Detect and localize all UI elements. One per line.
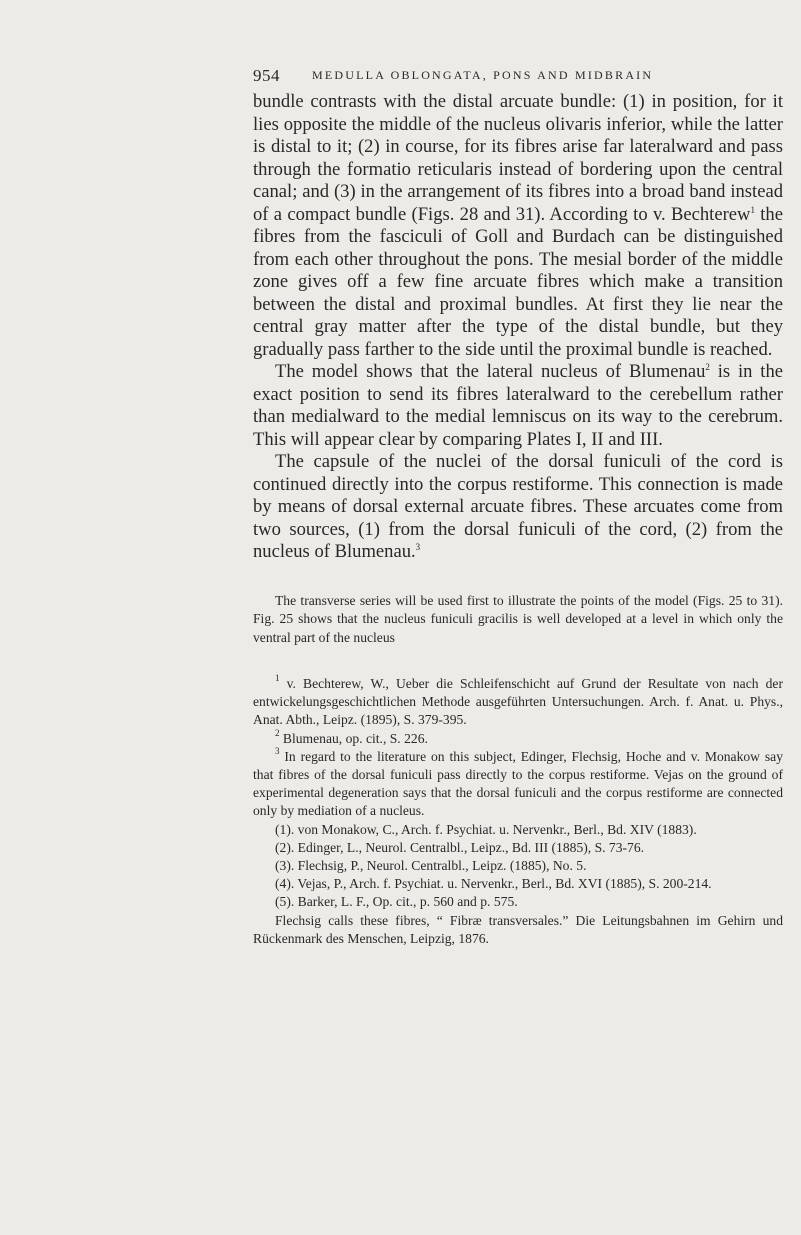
footnote-1 [253, 675, 783, 730]
reference-item: (3). Flechsig, P., Neurol. Centralbl., Leipz. (1885), No. 5. [275, 858, 587, 874]
footnote-ref-2: 2 [705, 362, 710, 372]
paragraph-2-tail: is in the exact position to send its fibres lateralward to the cerebellum rather than medialward to the medial lemniscus on its way to the cerebrum. This will appear clear by comparing Plates I, II and III. [253, 361, 784, 450]
footnotes [253, 675, 783, 948]
reference-item: (1). von Monakow, C., Arch. f. Psychiat. u. Nervenkr., Berl., Bd. XIV (1883). [275, 821, 697, 837]
page-header [253, 66, 783, 86]
reference-item: (2). Edinger, L., Neurol. Centralbl., Leipz., Bd. III (1885), S. 73-76. [275, 839, 645, 855]
footnote-1-mark: 1 [275, 673, 280, 683]
paragraph-3 [253, 451, 783, 564]
paragraph-1-tail: the fibres from the fasciculi of Goll and Burdach can be distinguished from each other throughout the pons. The mesial border of the middle zone gives off a few fine arcuate fibres which make a transition between the distal and proximal bundles. At first they lie near the central gray matter after the type of the distal bundle, but they gradually pass farther to the side until the proximal bundle is reached. [253, 203, 783, 360]
footnote-3-mark: 3 [275, 745, 280, 756]
footnote-ref-1: 1 [750, 204, 755, 215]
small-type-paragraph: The transverse series will be used first to illustrate the points of the model (Figs. 25 to 31). Fig. 25 shows that the nucleus funiculi gracilis is well developed at a level in which only the ventral part of the nucleus [253, 593, 783, 645]
footnote-2-mark: 2 [275, 727, 280, 738]
paragraph-2 [253, 361, 783, 451]
footnote-closing: Flechsig calls these fibres, “ Fibræ transversales.” Die Leitungsbahnen im Gehirn und Rückenmark des Menschen, Leipzig, 1876. [253, 912, 783, 946]
footnote-3 [253, 745, 783, 821]
paragraph-1-text: bundle contrasts with the distal arcuate bundle: (1) in position, for it lies opposite the middle of the nucleus olivaris inferior, while the latter is distal to it; (2) in course, for its fibres arise far lateralward and pass through the formatio reticularis instead of bordering upon the central canal; and (3) in the arrangement of its fibres into a broad band instead of a compact bundle (Figs. 28 and 31). According to v. Bechterew [253, 91, 783, 225]
paragraph-3-text: The capsule of the nuclei of the dorsal funiculi of the cord is continued directly into the corpus restiforme. This connection is made by means of dorsal external arcuate fibres. These arcuates come from two sources, (1) from the dorsal funiculi of the cord, (2) from the nucleus of Blumenau. [253, 451, 783, 562]
reference-item: (4). Vejas, P., Arch. f. Psychiat. u. Nervenkr., Berl., Bd. XVI (1885), S. 200-214. [275, 876, 712, 892]
body-text [253, 91, 783, 564]
footnote-2 [253, 727, 783, 748]
footnote-3-text: In regard to the literature on this subject, Edinger, Flechsig, Hoche and v. Monakow say that fibres of the dorsal funiculi pass directly to the corpus restiforme. Vejas on the ground of experimental degeneration says that the dorsal funiculi and the corpus restiforme are connected only by mediation of a nucleus. [253, 748, 783, 819]
running-head: MEDULLA OBLONGATA, PONS AND MIDBRAIN [312, 68, 654, 82]
paragraph-1 [253, 91, 783, 361]
footnote-ref-3: 3 [415, 542, 421, 552]
footnote-1-text: v. Bechterew, W., Ueber die Schleifenschicht auf Grund der Resultate von nach der entwickelungsgeschichtlichen Methode ausgeführten Untersuchungen. Arch. f. Anat. u. Phys., Anat. Abth., Leipz. (1895), S. 379-395. [253, 676, 783, 728]
paragraph-2-text: The model shows that the lateral nucleus of Blumenau [275, 361, 706, 382]
reference-item: (5). Barker, L. F., Op. cit., p. 560 and p. 575. [275, 894, 518, 910]
page-number: 954 [253, 66, 280, 85]
footnote-2-text: Blumenau, op. cit., S. 226. [279, 730, 428, 746]
